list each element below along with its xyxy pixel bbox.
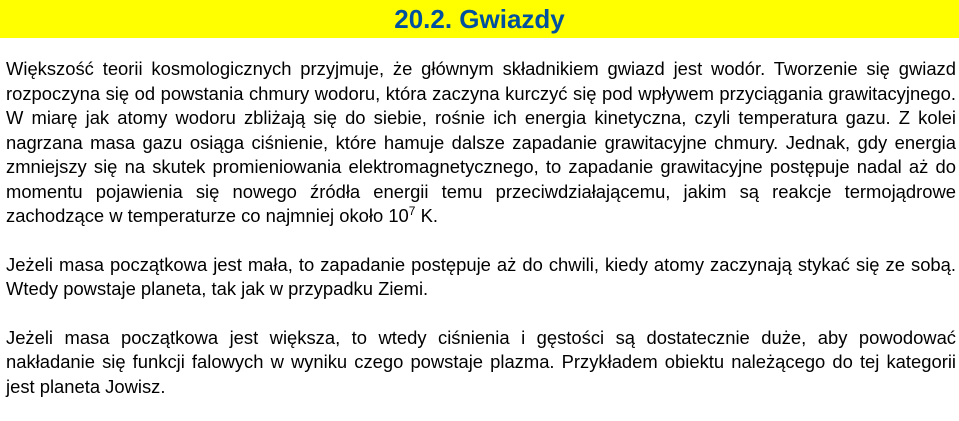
section-title: 20.2. Gwiazdy — [0, 0, 959, 38]
paragraph-small-mass: Jeżeli masa początkowa jest mała, to zapadanie postępuje aż do chwili, kiedy atomy zaczynają stykać się ze sobą. Wtedy powstaje planeta, tak jak w przypadku Ziemi. — [6, 253, 956, 299]
paragraph-larger-mass: Jeżeli masa początkowa jest większa, to wtedy ciśnienia i gęstości są dostatecznie duże, aby powodować nakładanie się funkcji falowych w wyniku czego powstaje plazma. Przykładem obiektu należącego do tej kategorii jest planeta Jowisz. — [6, 326, 956, 397]
paragraph-text: Większość teorii kosmologicznych przyjmuje, że głównym składnikiem gwiazd jest wodór. Tworzenie się gwiazd rozpoczyna się od powstania chmury wodoru, która zaczyna kurczyć się pod wpływem przyciągania grawitacyjnego. W miarę jak atomy wodoru zbliżają się do siebie, rośnie ich energia kinetyczna, czyli temperatura gazu. Z kolei nagrzana masa gazu osiąga ciśnienie, które hamuje dalsze zapadanie grawitacyjne chmury. Jednak, gdy energia zmniejszy się na skutek promieniowania elektromagnetycznego, to zapadanie grawitacyjne postępuje nadal aż do momentu pojawienia się nowego źródła energii temu przeciwdziałającemu, jakim są reakcje termojądrowe zachodzące w temperaturze co najmniej około 10 — [6, 58, 956, 226]
exponent: 7 — [408, 203, 416, 218]
paragraph-text-end: K. — [415, 205, 438, 226]
paragraph-star-formation — [6, 57, 956, 229]
section-body — [6, 57, 956, 399]
